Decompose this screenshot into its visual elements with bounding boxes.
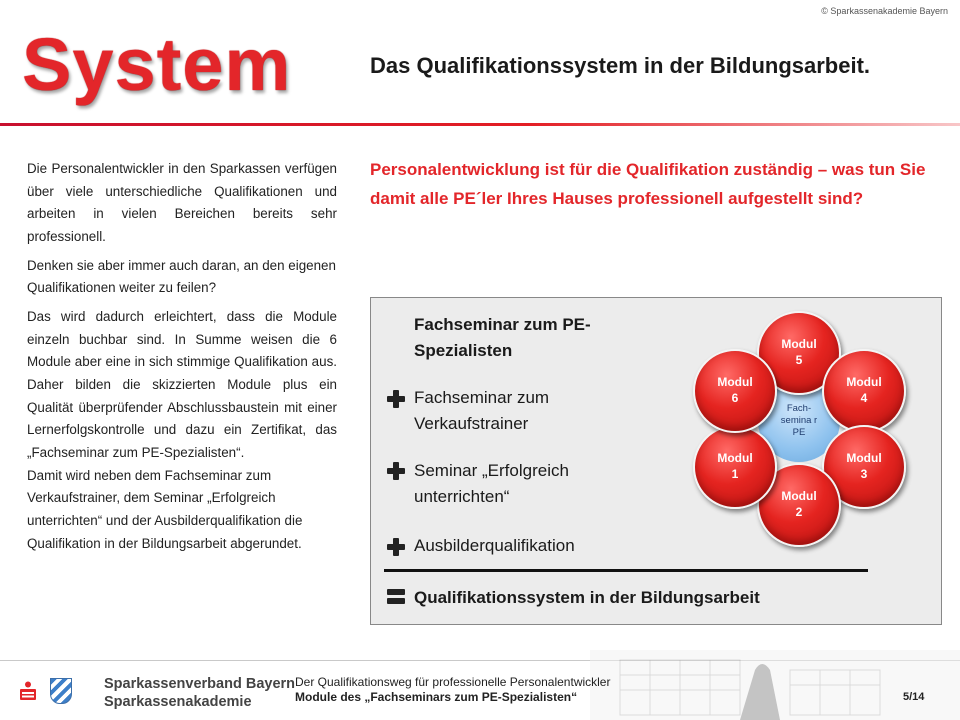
footer-subtitle-1: Der Qualifikationsweg für professionelle Personalentwickler	[295, 675, 611, 689]
slide-title: Das Qualifikationssystem in der Bildungsarbeit.	[370, 53, 871, 78]
module-4-circle: Modul 4	[822, 349, 906, 433]
sum-line	[384, 569, 868, 572]
background-building-image	[590, 630, 960, 720]
header-divider	[0, 123, 960, 126]
paragraph-1: Die Personalentwickler in den Sparkassen verfügen über viele unterschiedliche Qualifikationen und arbeiten in vielen Bereichen bereits sehr professionell.	[27, 161, 337, 244]
plus-icon	[387, 538, 405, 556]
lead-question: Personalentwicklung ist für die Qualifikation zuständig – was tun Sie damit alle PE´ler Ihres Hauses professionell aufgestellt sind?	[370, 160, 926, 208]
equals-icon	[387, 589, 405, 605]
section-logo-word: System	[22, 23, 292, 106]
paragraph-2: Denken sie aber immer auch daran, an den eigenen Qualifikationen weiter zu feilen?	[27, 257, 336, 296]
item-erfolgreich-unterrichten: Seminar „Erfolgreich unterrichten“	[414, 461, 569, 506]
footer-subtitle-2: Module des „Fachseminars zum PE-Spezialisten“	[295, 690, 578, 704]
item-pe-spezialist: Fachseminar zum PE-Spezialisten	[414, 315, 591, 360]
bavaria-crest-icon	[50, 678, 72, 704]
org-line-1: Sparkassenverband Bayern	[104, 676, 296, 692]
paragraph-3: Das wird dadurch erleichtert, dass die Module einzeln buchbar sind. In Summe weisen die 6 Module aber eine in sich stimmige Qualifikation aus. Daher bilden die skizzierten Module plus ein Qualität überprüfender Abschlussbaustein mit einer Lernerfolgskontrolle und dazu ein Zertifikat, das „Fachseminar zum PE-Spezialisten“.	[27, 308, 337, 460]
module-3-circle: Modul 3	[822, 425, 906, 509]
plus-icon	[387, 390, 405, 408]
center-disc: Fach-semina r PE	[758, 380, 840, 462]
paragraph-4: Damit wird neben dem Fachseminar zum Verkaufstrainer, dem Seminar „Erfolgreich unterrichten“ und der Ausbilderqualifikation die Qualifikation in der Bildungsarbeit abgerundet.	[27, 467, 303, 551]
footer-organisation	[104, 675, 295, 711]
page-number: 5/14	[903, 691, 925, 703]
plus-icon	[387, 462, 405, 480]
module-5-circle: Modul 5	[757, 311, 841, 395]
module-6-circle: Modul 6	[693, 349, 777, 433]
sparkasse-logo-icon	[18, 681, 38, 701]
module-2-circle: Modul 2	[757, 463, 841, 547]
module-1-circle: Modul 1	[693, 425, 777, 509]
copyright-notice: © Sparkassenakademie Bayern	[821, 6, 948, 16]
item-verkaufstrainer: Fachseminar zum Verkaufstrainer	[414, 388, 550, 433]
org-line-2: Sparkassenakademie	[104, 694, 252, 711]
left-text-column	[27, 158, 337, 561]
item-ausbilderqualifikation: Ausbilderqualifikation	[414, 536, 575, 555]
result-label: Qualifikationssystem in der Bildungsarbeit	[414, 588, 760, 607]
